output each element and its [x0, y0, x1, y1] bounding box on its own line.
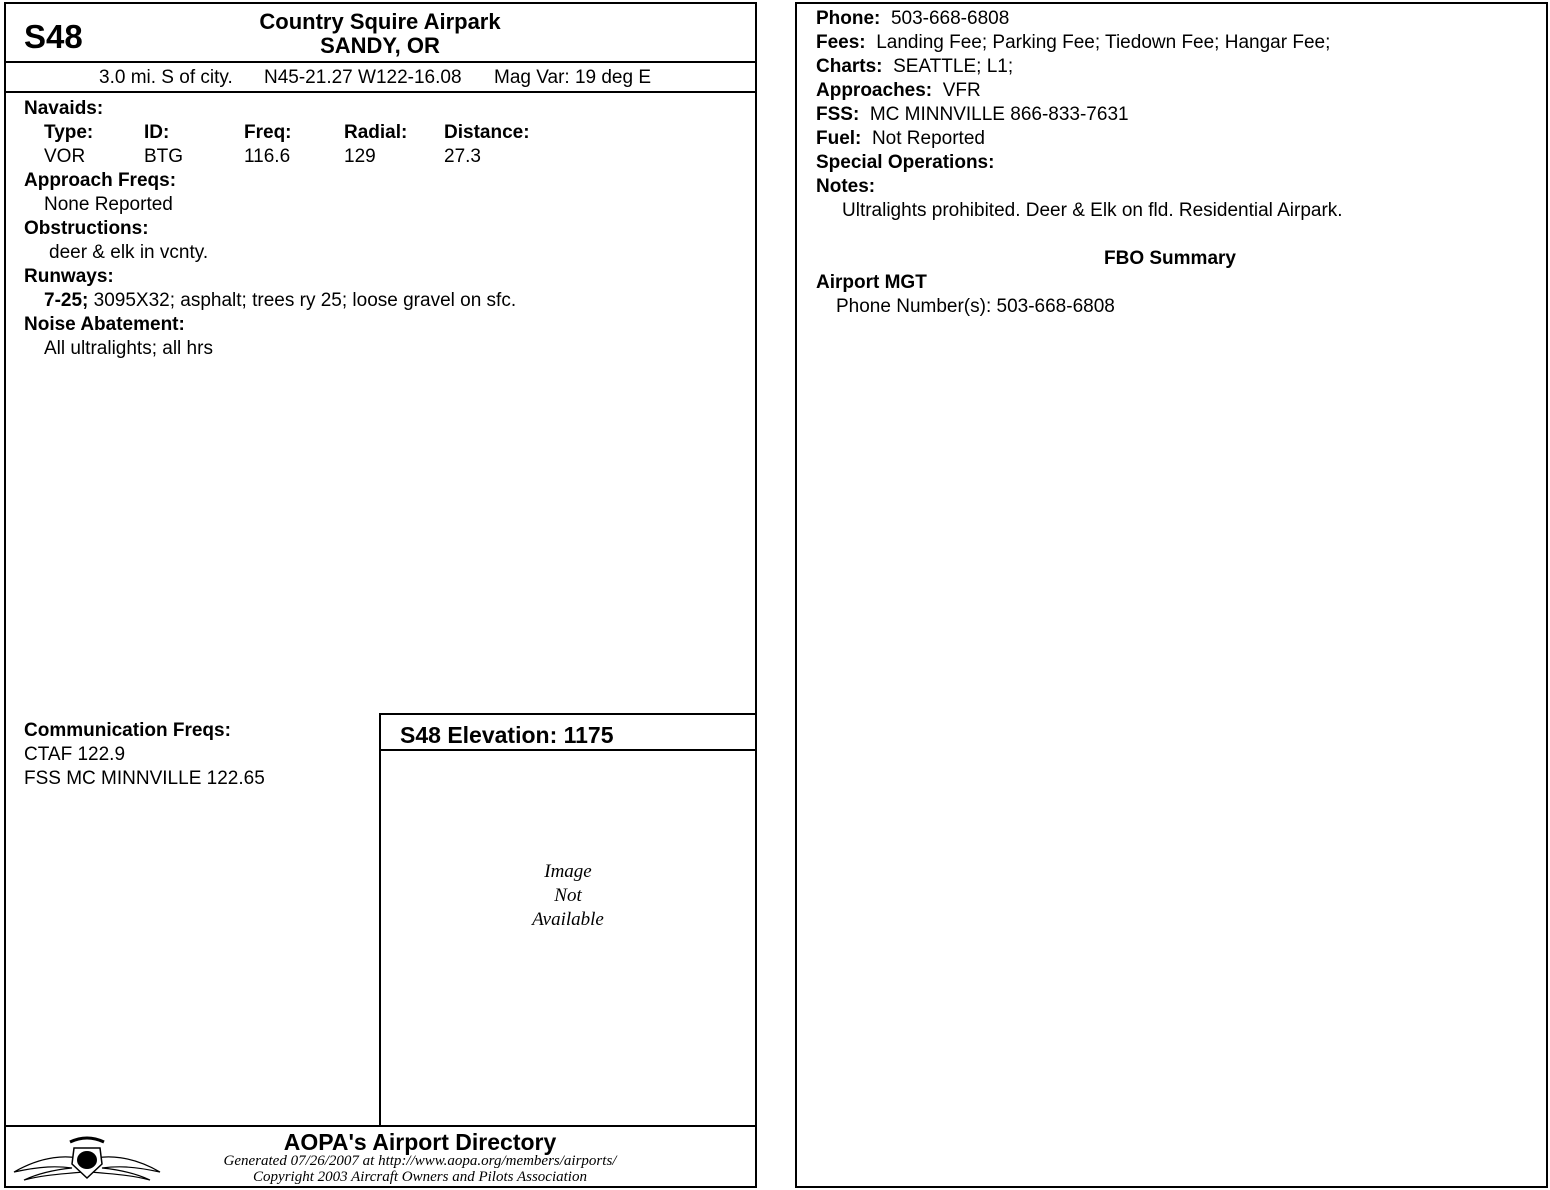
obstructions-value: deer & elk in vcnty. [49, 242, 209, 263]
footer-generated: Generated 07/26/2007 at http://www.aopa.org/members/airports/ [223, 1153, 617, 1169]
noise-abatement-value: All ultralights; all hrs [44, 338, 213, 359]
navaids-label: Navaids: [24, 98, 104, 119]
footer-title: AOPA's Airport Directory [283, 1129, 557, 1155]
navaid-radial: 129 [344, 146, 376, 167]
coordinates: N45-21.27 W122-16.08 [264, 67, 462, 88]
footer-divider [4, 1125, 757, 1127]
airport-location: SANDY, OR [320, 33, 440, 58]
elevation-box-left [379, 713, 381, 1126]
approaches-value: VFR [942, 80, 981, 101]
fbo-name: Airport MGT [816, 272, 927, 293]
navaids-header-type: Type: [44, 122, 94, 143]
charts-row [816, 55, 1013, 79]
navaids-header-radial: Radial: [344, 122, 408, 143]
runway-line [44, 289, 516, 313]
obstructions-label: Obstructions: [24, 218, 149, 239]
fss-value: MC MINNVILLE 866-833-7631 [869, 104, 1129, 125]
approaches-row [816, 79, 981, 103]
fuel-label: Fuel: [816, 128, 862, 149]
footer-copyright: Copyright 2003 Aircraft Owners and Pilots Association [253, 1169, 587, 1185]
fss-label: FSS: [816, 104, 860, 125]
elevation-title: S48 Elevation: 1175 [400, 722, 614, 748]
noise-abatement-label: Noise Abatement: [24, 314, 185, 335]
fees-label: Fees: [816, 32, 866, 53]
image-not-available-2: Not [554, 885, 582, 906]
fees-row [816, 31, 1330, 55]
aopa-wings-logo [12, 1130, 162, 1182]
charts-label: Charts: [816, 56, 883, 77]
notes-label: Notes: [816, 176, 876, 197]
comm-freq-fss: FSS MC MINNVILLE 122.65 [24, 768, 265, 789]
coords-divider [4, 91, 757, 93]
comm-freq-ctaf: CTAF 122.9 [24, 744, 126, 765]
image-not-available-1: Image [544, 861, 592, 882]
navaids-header-distance: Distance: [444, 122, 530, 143]
right-card [795, 2, 1548, 1188]
airport-id: S48 [24, 18, 83, 55]
approaches-label: Approaches: [816, 80, 933, 101]
fss-row [816, 103, 1129, 127]
phone-row [816, 7, 1009, 31]
notes-value: Ultralights prohibited. Deer & Elk on fld. Residential Airpark. [842, 200, 1343, 221]
elevation-title-divider [379, 749, 757, 751]
navaid-type: VOR [44, 146, 86, 167]
navaids-header-freq: Freq: [244, 122, 292, 143]
fbo-summary-title: FBO Summary [1104, 248, 1236, 269]
charts-value: SEATTLE; L1; [893, 56, 1014, 77]
navaid-freq: 116.6 [244, 146, 291, 167]
airport-name: Country Squire Airpark [259, 9, 501, 34]
approach-freqs-value: None Reported [44, 194, 173, 215]
fbo-phone: Phone Number(s): 503-668-6808 [836, 296, 1115, 317]
image-not-available-3: Available [532, 909, 604, 930]
mag-var: Mag Var: 19 deg E [494, 67, 652, 88]
comm-freqs-label: Communication Freqs: [24, 720, 231, 741]
approach-freqs-label: Approach Freqs: [24, 170, 177, 191]
navaid-distance: 27.3 [444, 146, 481, 167]
fuel-value: Not Reported [871, 128, 985, 149]
special-operations-label: Special Operations: [816, 152, 995, 173]
navaids-header-id: ID: [144, 122, 170, 143]
navaid-id: BTG [144, 146, 184, 167]
runway-id: 7-25; [44, 290, 89, 311]
phone-label: Phone: [816, 8, 881, 29]
header-divider [4, 61, 757, 63]
runway-details: 3095X32; asphalt; trees ry 25; loose gravel on sfc. [93, 290, 517, 311]
distance-from-city: 3.0 mi. S of city. [99, 67, 233, 88]
fees-value: Landing Fee; Parking Fee; Tiedown Fee; Hangar Fee; [876, 32, 1331, 53]
runways-label: Runways: [24, 266, 114, 287]
phone-value: 503-668-6808 [890, 8, 1010, 29]
fuel-row [816, 127, 985, 151]
elevation-box-top [379, 713, 757, 715]
